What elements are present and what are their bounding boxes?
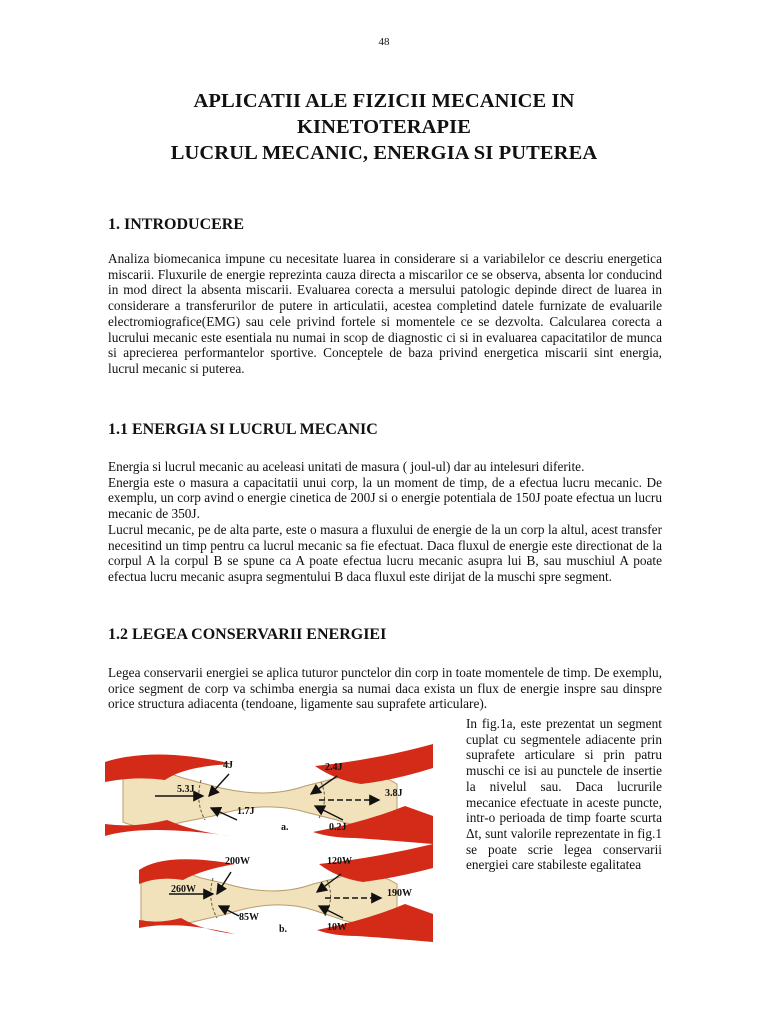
conservare-paragraph <box>108 665 662 712</box>
energia-paragraph <box>108 459 662 585</box>
intro-text: Analiza biomecanica impune cu necesitate luarea in considerare si a variabilelor ce descriu energetica miscarii. Fluxurile de energie reprezinta cauza directa a miscarilor ce se observa, absenta lor conducind in mod direct la absenta miscarii. Evaluarea corecta a mersului patologic depinde direct de luarea in considerare a transferurilor de putere in articulatii, acestea completind datele furnizate de evaluarile electromiografice(EMG) sau cele privind fortele si momentele ce se dezvolta. Calcularea corecta a lucrului mecanic este esentiala nu numai in scop de diagnostic ci si in evaluarea capacitatilor de munca si aprecierea performantelor sportive. Conceptele de baza privind energetica miscarii sint energia, lucrul mecanic si puterea. <box>108 251 662 376</box>
figure-1-svg <box>105 724 455 960</box>
label-a-right-upper: 2.4J <box>325 762 343 773</box>
label-a-right-joint: 3.8J <box>385 788 403 799</box>
energia-text-2: Energia este o masura a capacitatii unui corp, la un moment de timp, de a efectua lucru mecanic. De exemplu, un corp avind o energie cinetica de 200J si o energie potentiala de 150J poate efectua un lucru mecanic de 350J. <box>108 474 662 522</box>
intro-paragraph <box>108 251 662 377</box>
label-b-right-joint: 190W <box>387 888 412 899</box>
section-heading-energia: 1.1 ENERGIA SI LUCRUL MECANIC <box>108 421 378 438</box>
label-b-left-joint: 260W <box>171 884 196 895</box>
page-title <box>60 88 708 166</box>
side-paragraph: In fig.1a, este prezentat un segment cuplat cu segmentele adiacente prin suprafete articulare si prin patru muschi ce isi au punctele de insertie la nivelul sau. Daca lucrurile mecanice efectuate in aceste puncte, intr-o perioada de timp foarte scurta Δt, sunt valorile reprezentate in fig.1 se poate scrie legea conservarii energiei care stabileste egalitatea <box>466 716 662 873</box>
figure-1 <box>105 724 455 960</box>
figure-caption-a: a. <box>281 822 289 833</box>
title-line-1: APLICATII ALE FIZICII MECANICE IN <box>193 90 575 112</box>
energia-text-3: Lucrul mecanic, pe de alta parte, este o masura a fluxului de energie de la un corp la altul, acest transfer necesitind un timp pentru ca lucrul mecanic sa fie efectuat. Daca fluxul de energie este directionat de la corpul A la corpul B se spune ca A poate efectua lucru mecanic asupra lui B, sau muschiul A poate efectua lucru mecanic asupra segmentului B daca fluxul este dirijat de la muschi spre segment. <box>108 521 662 584</box>
label-a-left-lower: 1.7J <box>237 806 255 817</box>
label-a-left-upper: 4J <box>223 760 233 771</box>
figure-caption-b: b. <box>279 924 288 935</box>
label-a-left-joint: 5.3J <box>177 784 195 795</box>
label-b-right-lower: 10W <box>327 922 347 933</box>
energia-text-1: Energia si lucrul mecanic au aceleasi unitati de masura ( joul-ul) dar au intelesuri diferite. <box>108 459 585 474</box>
label-b-left-upper: 200W <box>225 856 250 867</box>
title-line-3: LUCRUL MECANIC, ENERGIA SI PUTEREA <box>170 142 598 164</box>
label-b-right-upper: 120W <box>327 856 352 867</box>
label-a-right-lower: 0.2J <box>329 822 347 833</box>
section-heading-conservare: 1.2 LEGEA CONSERVARII ENERGIEI <box>108 626 387 643</box>
page-number: 48 <box>378 36 390 48</box>
title-line-2: KINETOTERAPIE <box>296 116 472 138</box>
label-b-left-lower: 85W <box>239 912 259 923</box>
section-heading-introducere: 1. INTRODUCERE <box>108 216 245 233</box>
conservare-text: Legea conservarii energiei se aplica tuturor punctelor din corp in toate momentele de timp. De exemplu, orice segment de corp va schimba energia sa numai daca exista un flux de energie inspre sau dinspre orice structura adiacenta (tendoane, ligamente sau suprafete articulare). <box>108 665 662 712</box>
